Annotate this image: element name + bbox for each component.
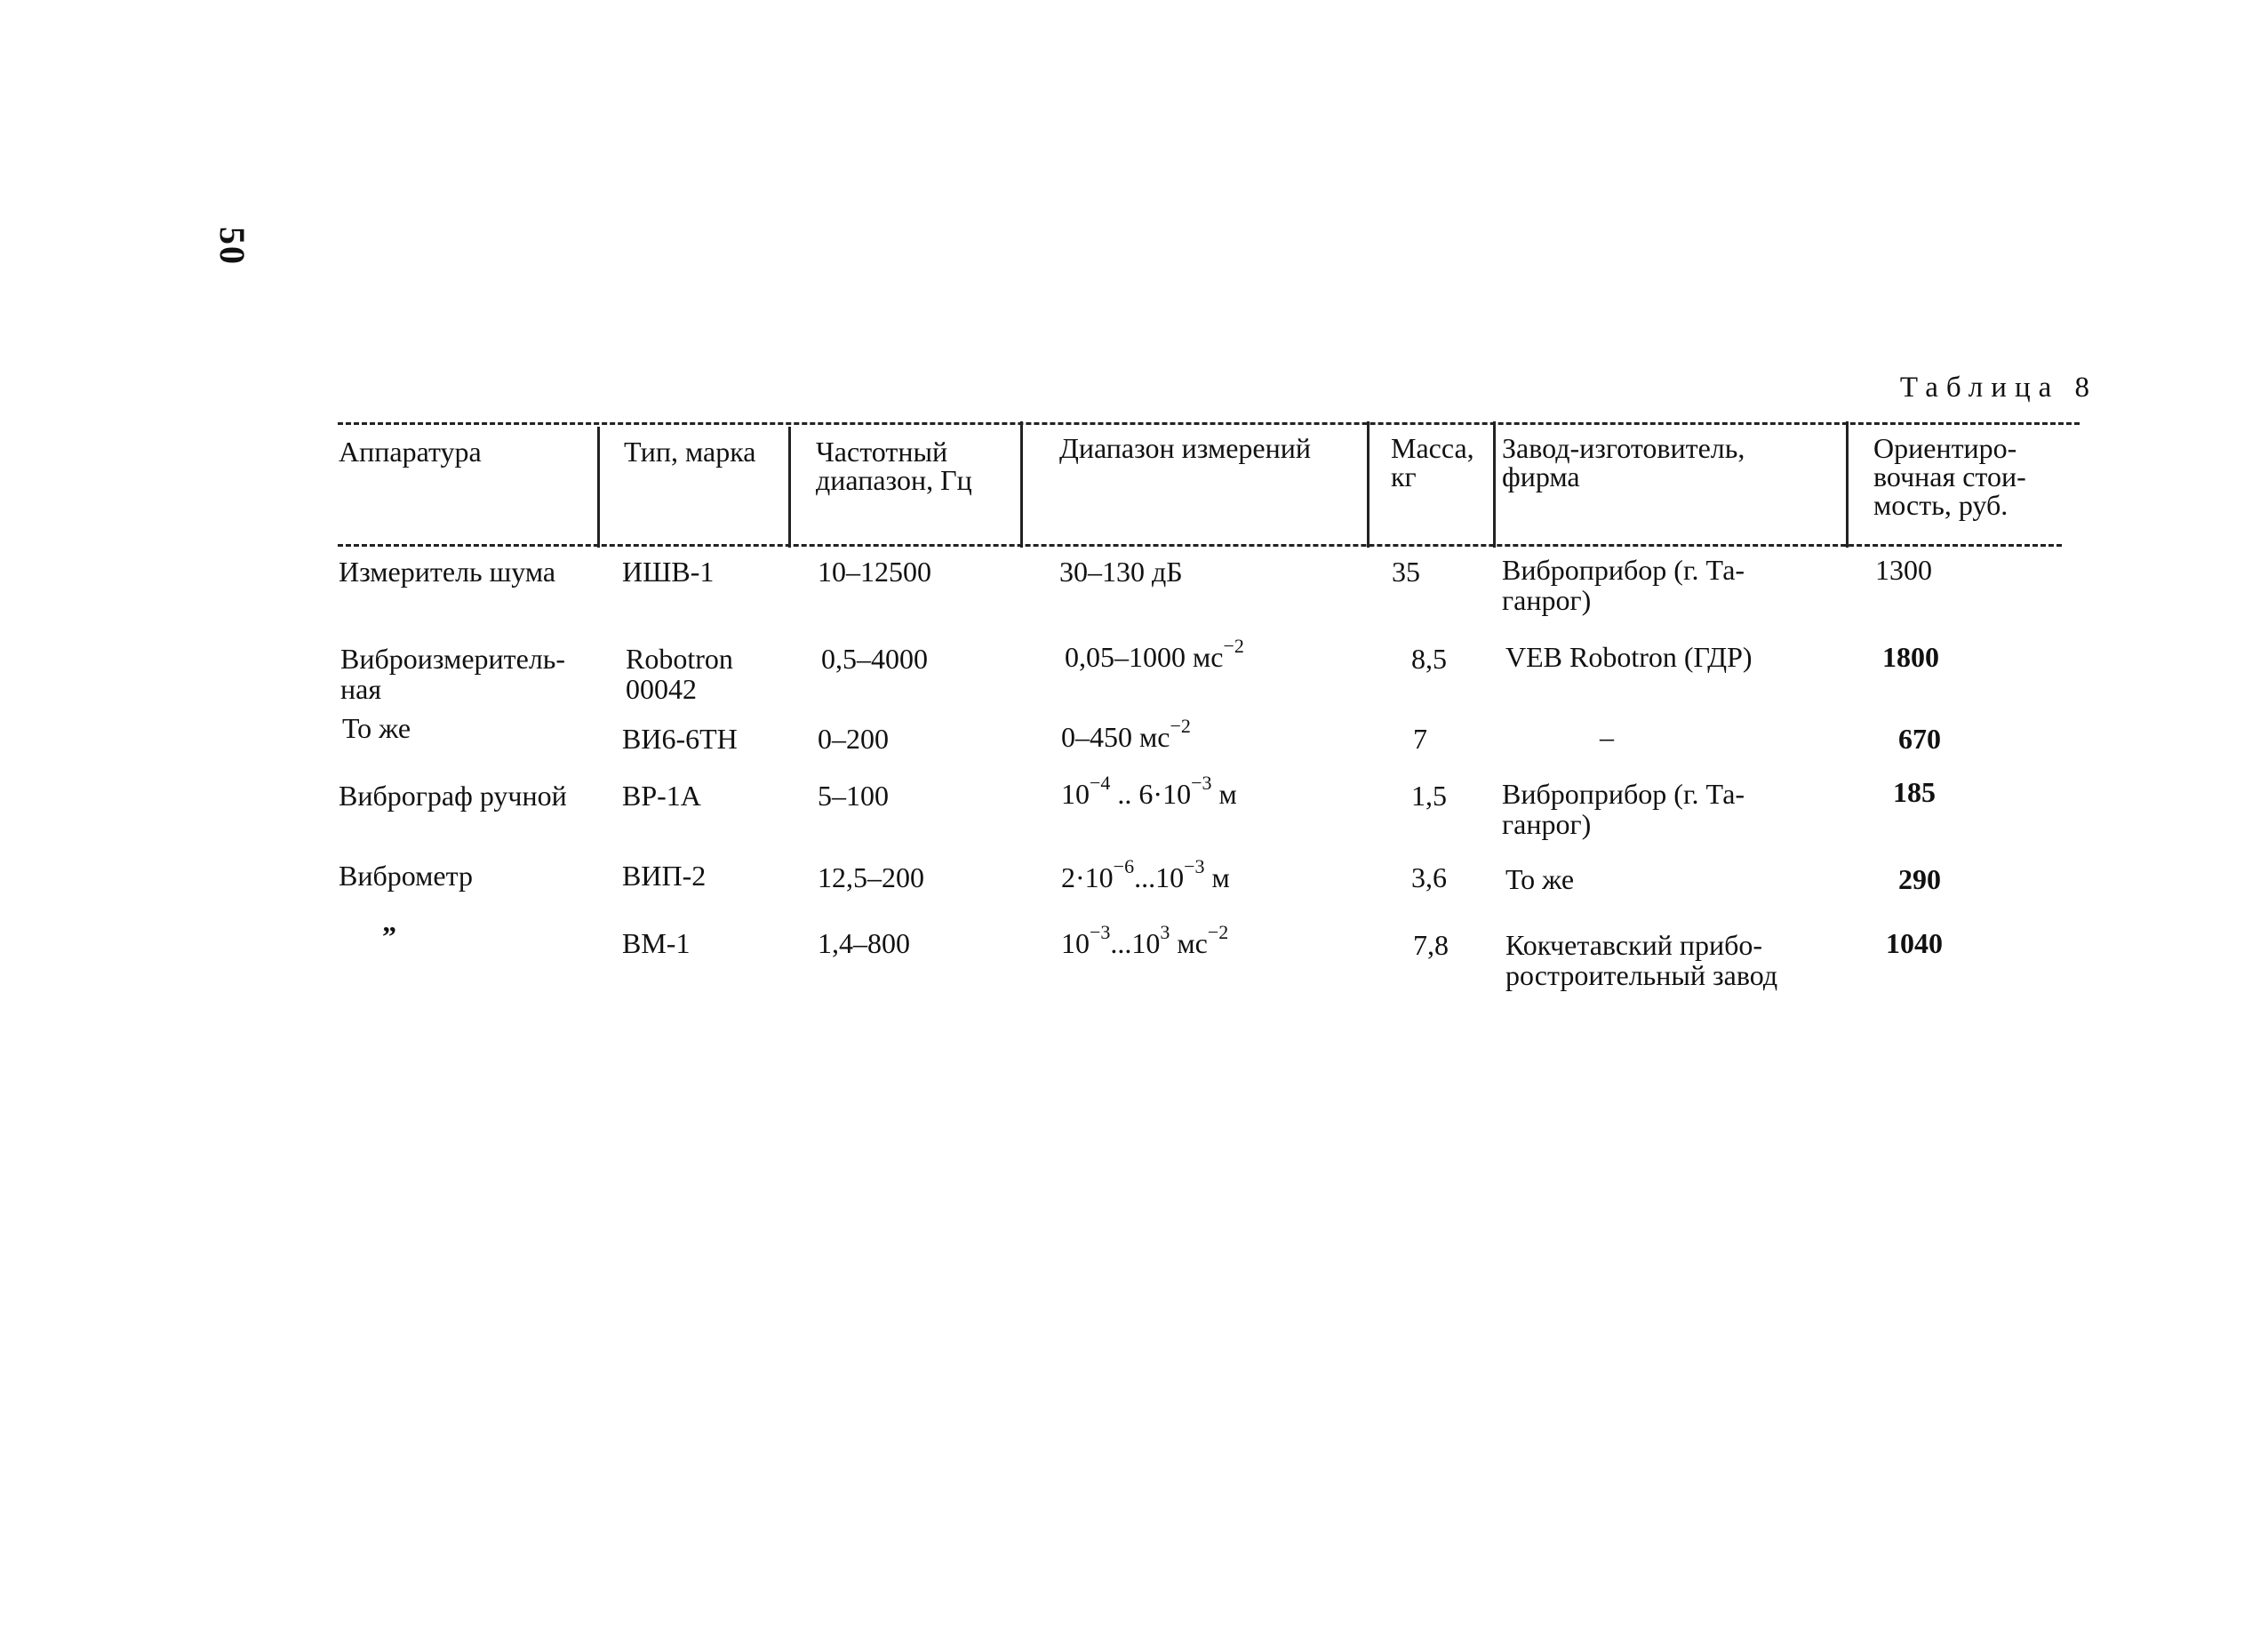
header-divider-4 xyxy=(1367,421,1370,548)
row4-type: ВР-1А xyxy=(622,780,701,812)
row2-cost: 1800 xyxy=(1882,641,1939,673)
row2-freq: 0,5–4000 xyxy=(821,643,928,675)
row6-range-part-a: 10 xyxy=(1061,927,1090,959)
row6-range-part-b: ...10 xyxy=(1110,927,1161,959)
header-divider-3 xyxy=(1020,421,1023,548)
row5-range-part-a: 2·10 xyxy=(1061,861,1114,893)
row5-range-exp-b: −3 xyxy=(1184,855,1205,878)
row5-range xyxy=(1061,855,1230,893)
row1-mass: 35 xyxy=(1392,556,1420,588)
header-divider-2 xyxy=(788,427,791,548)
row5-cost: 290 xyxy=(1898,863,1941,895)
row1-cost: 1300 xyxy=(1875,554,1932,586)
row6-apparatus: ” xyxy=(382,920,396,952)
row4-range-part-a: 10 xyxy=(1061,778,1090,810)
header-cost: Ориентиро- вочная стои- мость, руб. xyxy=(1873,432,2026,521)
row5-range-unit: м xyxy=(1204,861,1230,893)
row4-apparatus: Виброграф ручной xyxy=(339,780,567,812)
row3-type: ВИ6-6ТН xyxy=(622,723,738,755)
row3-mass: 7 xyxy=(1413,723,1427,755)
page-number: 50 xyxy=(212,227,252,266)
row6-range-exp-a: −3 xyxy=(1090,921,1111,944)
header-range: Диапазон измерений xyxy=(1059,432,1311,464)
row5-freq: 12,5–200 xyxy=(818,861,924,893)
row1-maker: Виброприбор (г. Та- ганрог) xyxy=(1502,554,1745,616)
row1-type: ИШВ-1 xyxy=(622,556,715,588)
row6-cost: 1040 xyxy=(1886,927,1943,959)
header-type: Тип, марка xyxy=(624,436,756,468)
row6-freq: 1,4–800 xyxy=(818,927,910,959)
row1-freq: 10–12500 xyxy=(818,556,931,588)
row6-range-part-c: мс xyxy=(1170,927,1208,959)
header-divider-6 xyxy=(1846,421,1849,548)
row1-range: 30–130 дБ xyxy=(1059,556,1183,588)
row6-maker: Кокчетавский прибо- ростроительный завод xyxy=(1505,929,1778,991)
table-caption: Таблица 8 xyxy=(1899,372,2097,404)
row6-range-exp-b: 3 xyxy=(1160,921,1170,944)
row2-mass: 8,5 xyxy=(1411,643,1447,675)
row2-apparatus: Виброизмеритель- ная xyxy=(340,643,566,705)
row5-mass: 3,6 xyxy=(1411,861,1447,893)
row5-range-exp-a: −6 xyxy=(1113,855,1135,878)
row5-apparatus: Виброметр xyxy=(339,860,473,892)
row3-range-text: 0–450 мс xyxy=(1061,721,1170,753)
header-mass: Масса, кг xyxy=(1391,432,1474,492)
row3-range xyxy=(1061,715,1191,753)
row5-maker: То же xyxy=(1505,863,1575,895)
row3-maker: – xyxy=(1600,721,1614,753)
row4-range-part-b: .. 6·10 xyxy=(1110,778,1192,810)
row4-maker: Виброприбор (г. Та- ганрог) xyxy=(1502,778,1745,840)
row2-maker: VEB Robotron (ГДР) xyxy=(1505,641,1753,673)
header-divider-1 xyxy=(597,427,600,548)
table-header-bottom-rule xyxy=(338,544,2062,547)
row6-range xyxy=(1061,921,1229,959)
row4-range-exp-a: −4 xyxy=(1090,772,1111,795)
row4-range xyxy=(1061,772,1237,810)
header-maker: Завод-изготовитель, фирма xyxy=(1502,432,1745,492)
row5-range-part-b: ...10 xyxy=(1134,861,1185,893)
row4-range-unit: м xyxy=(1211,778,1237,810)
row1-apparatus: Измеритель шума xyxy=(339,556,556,588)
row6-type: ВМ-1 xyxy=(622,927,691,959)
row3-cost: 670 xyxy=(1898,723,1941,755)
row2-range-exp: −2 xyxy=(1223,635,1244,658)
row3-range-exp: −2 xyxy=(1170,715,1191,738)
table-top-rule xyxy=(338,422,2080,425)
row4-freq: 5–100 xyxy=(818,780,889,812)
row2-type: Robotron 00042 xyxy=(626,643,733,705)
row3-freq: 0–200 xyxy=(818,723,889,755)
row4-mass: 1,5 xyxy=(1411,780,1447,812)
row2-range xyxy=(1065,635,1244,673)
header-apparatus: Аппаратура xyxy=(339,436,482,468)
row2-range-text: 0,05–1000 мс xyxy=(1065,641,1224,673)
header-freq: Частотный диапазон, Гц xyxy=(816,436,972,496)
row3-apparatus: То же xyxy=(342,712,411,744)
row6-mass: 7,8 xyxy=(1413,929,1449,961)
row4-cost: 185 xyxy=(1893,776,1936,808)
row6-range-exp-c: −2 xyxy=(1207,921,1229,944)
row4-range-exp-b: −3 xyxy=(1191,772,1212,795)
row5-type: ВИП-2 xyxy=(622,860,707,892)
header-divider-5 xyxy=(1493,421,1496,548)
